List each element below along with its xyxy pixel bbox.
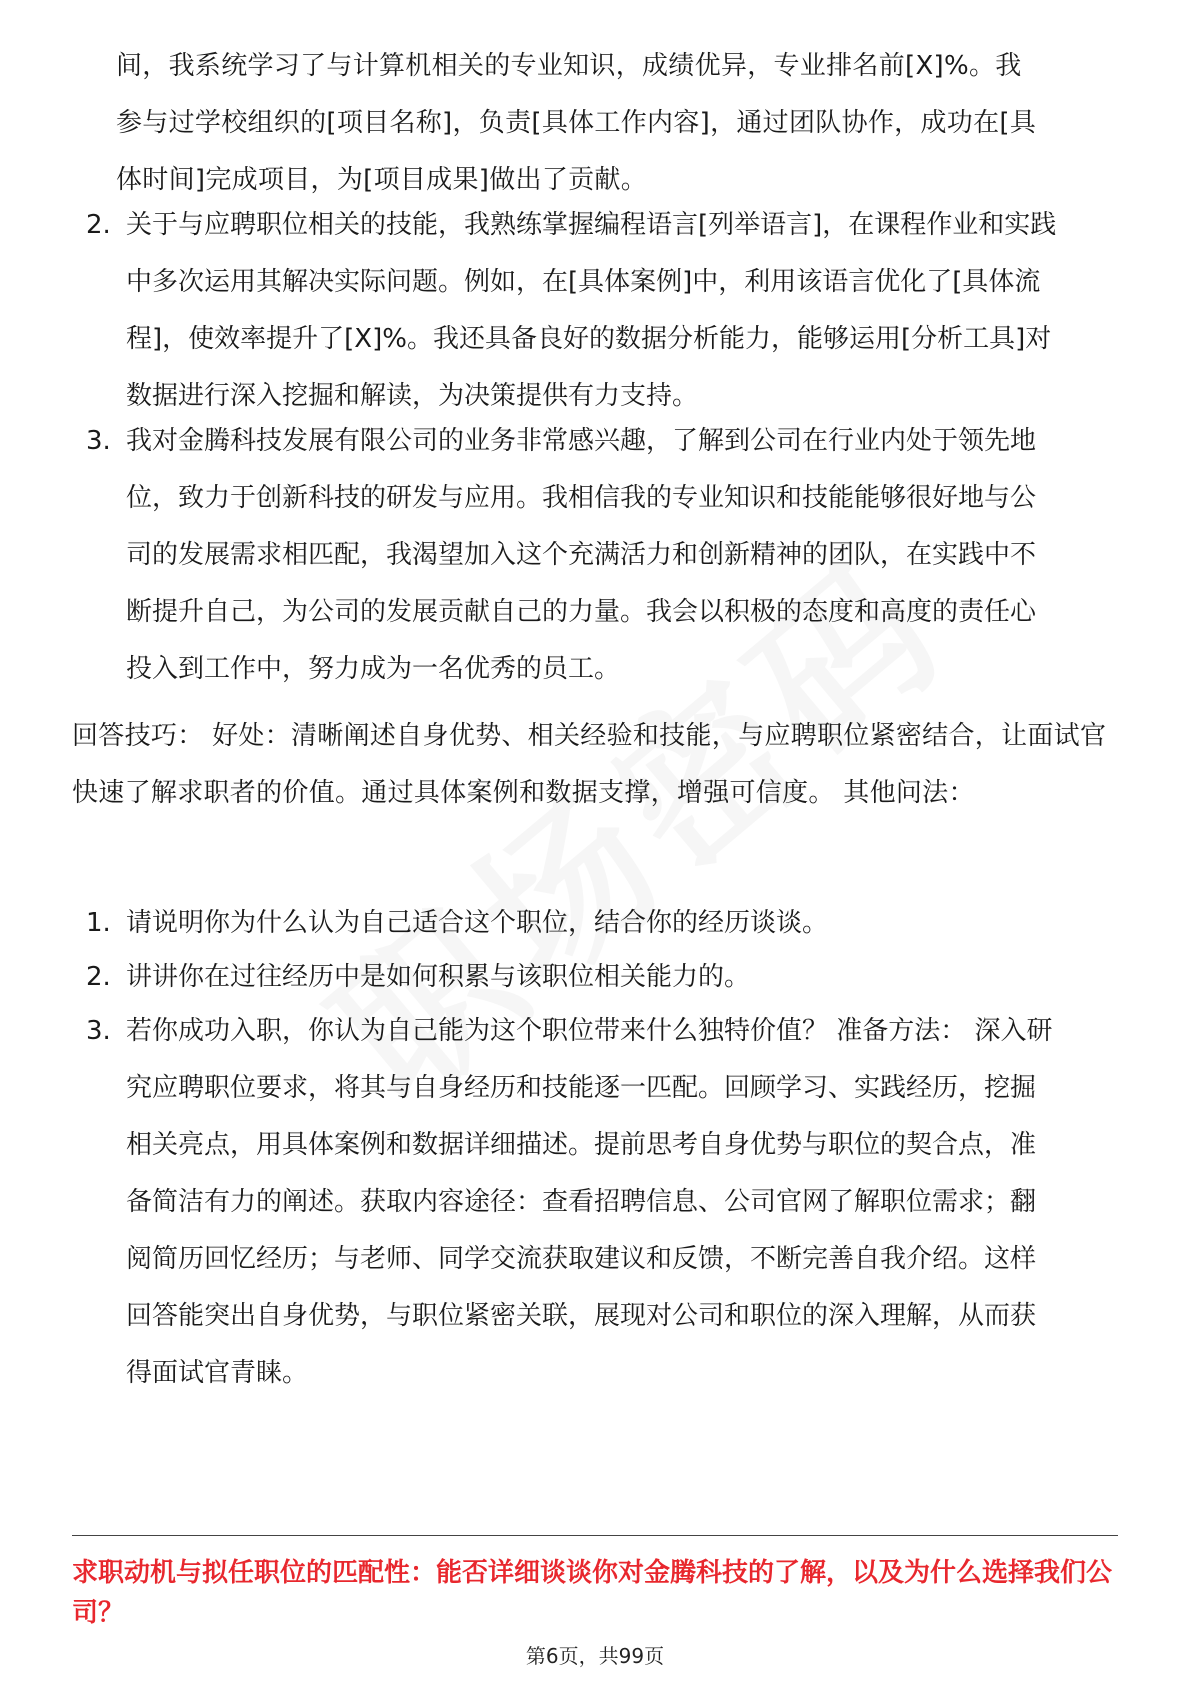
- list-number: 2.: [86, 962, 111, 992]
- list-item-text: 讲讲你在过往经历中是如何积累与该职位相关能力的。: [126, 962, 751, 992]
- tips-paragraph: 回答技巧： 好处：清晰阐述自身优势、相关经验和技能，与应聘职位紧密结合，让面试官快速了解求职者的价值。通过具体案例和数据支撑，增强可信度。 其他问法：: [72, 721, 1107, 808]
- next-question-heading: 求职动机与拟任职位的匹配性：能否详细谈谈你对金腾科技的了解，以及为什么选择我们公司？: [72, 1558, 1113, 1628]
- section-divider: [72, 1535, 1118, 1536]
- list-number: 2.: [86, 210, 111, 240]
- list-number: 3.: [86, 1016, 111, 1046]
- list-item-text: 关于与应聘职位相关的技能，我熟练掌握编程语言[列举语言]，在课程作业和实践中多次运用其解决实际问题。例如，在[具体案例]中，利用该语言优化了[具体流程]，使效率提升了[X]%。我还具备良好的数据分析能力，能够运用[分析工具]对数据进行深入挖掘和解读，为决策提供有力支持。: [126, 210, 1057, 411]
- list-item-text: 若你成功入职，你认为自己能为这个职位带来什么独特价值？ 准备方法： 深入研究应聘职位要求，将其与自身经历和技能逐一匹配。回顾学习、实践经历，挖掘相关亮点，用具体案例和数据详细描述。提前思考自身优势与职位的契合点，准备简洁有力的阐述。获取内容途径：查看招聘信息、公司官网了解职位需求；翻阅简历回忆经历；与老师、同学交流获取建议和反馈，不断完善自我介绍。这样回答能突出自身优势，与职位紧密关联，展现对公司和职位的深入理解，从而获得面试官青睐。: [126, 1016, 1053, 1388]
- list-item-text: 我对金腾科技发展有限公司的业务非常感兴趣，了解到公司在行业内处于领先地位，致力于创新科技的研发与应用。我相信我的专业知识和技能能够很好地与公司的发展需求相匹配，我渴望加入这个充满活力和创新精神的团队，在实践中不断提升自己，为公司的发展贡献自己的力量。我会以积极的态度和高度的责任心投入到工作中，努力成为一名优秀的员工。: [126, 426, 1037, 684]
- list-number: 3.: [86, 426, 111, 456]
- page-footer: 第6页，共99页: [525, 1644, 665, 1668]
- list-number: 1.: [86, 908, 111, 938]
- intro-paragraph: 间，我系统学习了与计算机相关的专业知识，成绩优异，专业排名前[X]%。我参与过学校组织的[项目名称]，负责[具体工作内容]，通过团队协作，成功在[具体时间]完成项目，为[项目成果]做出了贡献。: [116, 51, 1037, 195]
- list-item-text: 请说明你为什么认为自己适合这个职位，结合你的经历谈谈。: [126, 908, 829, 938]
